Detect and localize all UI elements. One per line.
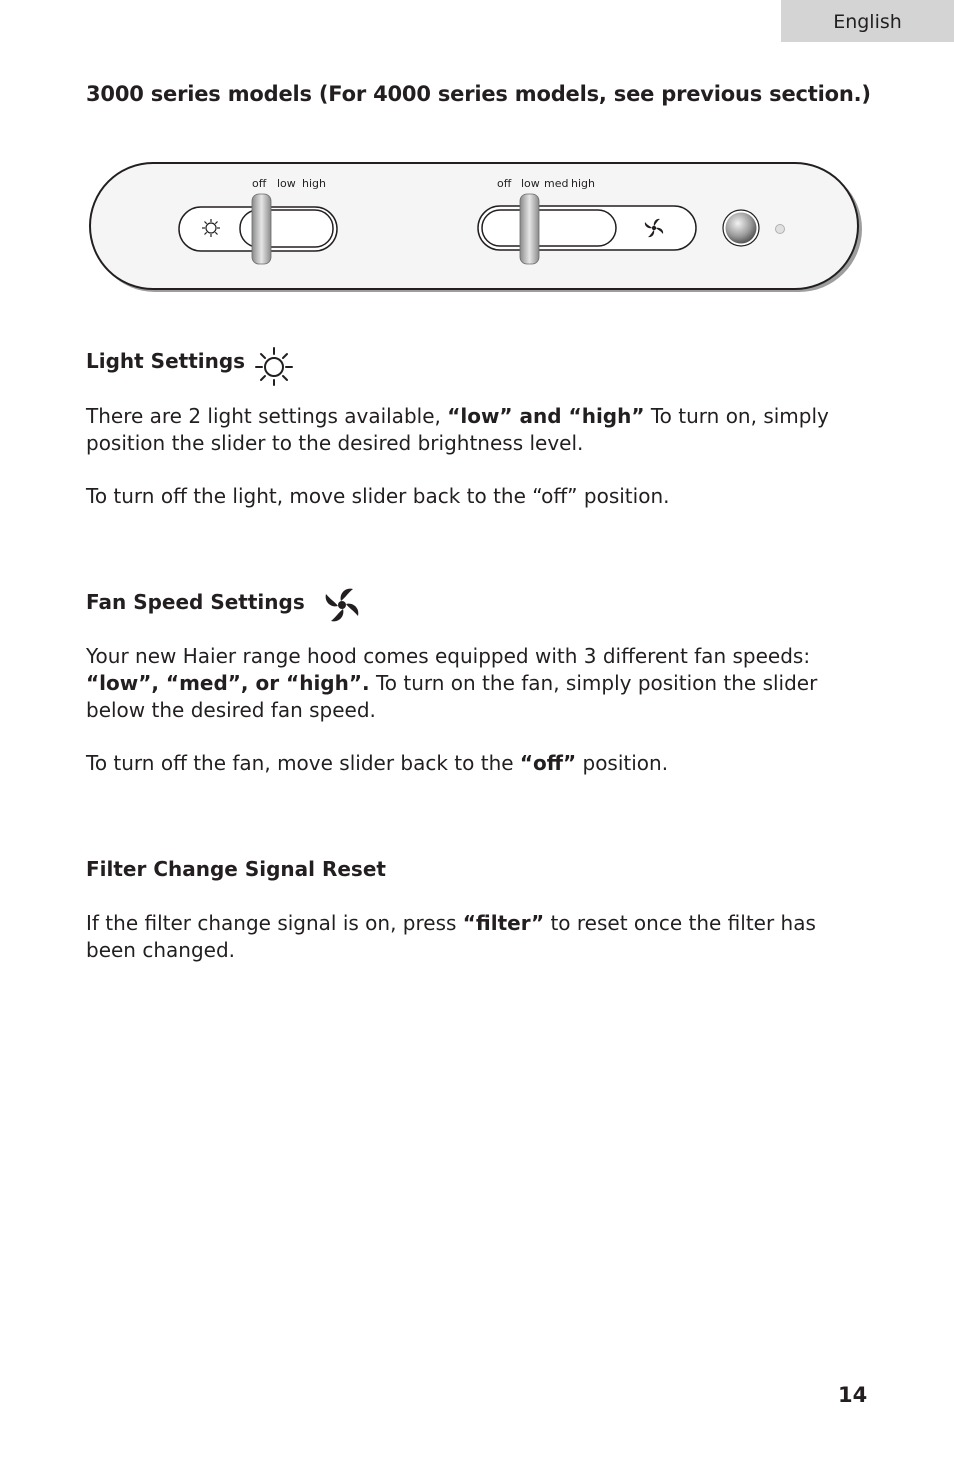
page-title: 3000 series models (For 4000 series models, see previous section.) <box>86 82 871 106</box>
light-settings-paragraph-2: To turn off the light, move slider back to the “off” position. <box>86 484 670 508</box>
fan-settings-paragraph-1: Your new Haier range hood comes equipped with 3 different fan speeds: “low”, “med”, or “high”. To turn on the fan, simply position the slider below the desired fan speed. <box>86 644 818 722</box>
language-tab: English <box>781 0 954 42</box>
filter-indicator-light <box>776 225 785 234</box>
control-panel-illustration <box>88 160 866 296</box>
fan-label-low: low <box>521 177 540 190</box>
light-label-low: low <box>277 177 296 190</box>
light-label-off: off <box>252 177 267 190</box>
light-settings-paragraph-1: There are 2 light settings available, “low” and “high” To turn on, simply position the slider to the desired brightness level. <box>86 404 829 455</box>
fan-settings-heading: Fan Speed Settings <box>86 590 305 614</box>
filter-button[interactable] <box>723 210 759 246</box>
fan-icon <box>323 586 361 624</box>
fan-label-off: off <box>497 177 512 190</box>
fan-settings-paragraph-2: To turn off the fan, move slider back to the “off” position. <box>86 751 669 775</box>
page-number: 14 <box>838 1383 868 1407</box>
light-settings-heading: Light Settings <box>86 349 246 373</box>
filter-reset-heading: Filter Change Signal Reset <box>86 857 386 881</box>
fan-label-high: high <box>571 177 595 190</box>
light-label-high: high <box>302 177 326 190</box>
light-icon <box>255 346 293 386</box>
filter-reset-paragraph: If the filter change signal is on, press “filter” to reset once the filter has been changed. <box>86 911 816 962</box>
fan-label-med: med <box>544 177 569 190</box>
